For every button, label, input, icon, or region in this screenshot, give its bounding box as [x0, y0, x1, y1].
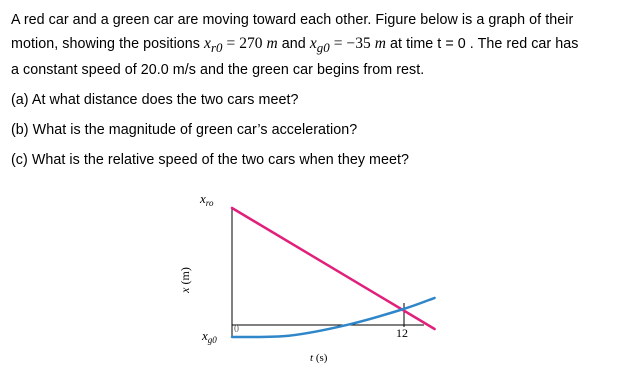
xr0-unit: m — [266, 35, 278, 52]
intro-and: and — [277, 36, 310, 52]
xr0-equation: = 270 — [222, 35, 267, 52]
intro-line-3: a constant speed of 20.0 m/s and the green car begins from rest. — [11, 62, 425, 79]
red-car-line — [232, 208, 435, 329]
problem-intro — [11, 9, 631, 82]
xr0-variable: $x_{r0}$ — [204, 35, 223, 56]
intro-line-2-end: at time t = 0 . The red car has — [386, 36, 579, 52]
xr0-axis-label: $x_{ro}$ — [200, 191, 214, 208]
x-axis-title: t (s) — [310, 352, 328, 364]
origin-tick-label: 0 — [234, 324, 239, 335]
intro-line-2-start: motion, showing the positions — [11, 36, 205, 52]
t12-tick-label: 12 — [396, 326, 408, 340]
xg0-equation: = −35 — [329, 35, 375, 52]
xg0-axis-label: $x_{g0}$ — [202, 328, 217, 345]
y-axis-title: x (m) — [178, 267, 192, 293]
question-a: (a) At what distance does the two cars meet? — [11, 92, 299, 108]
question-c: (c) What is the relative speed of the two cars when they meet? — [11, 152, 410, 168]
question-b: (b) What is the magnitude of green car’s acceleration? — [11, 122, 358, 138]
intro-line-1: A red car and a green car are moving toward each other. Figure below is a graph of their — [11, 12, 574, 28]
xg0-unit: m — [374, 35, 386, 52]
position-time-graph — [160, 185, 460, 375]
xg0-variable: $x_{g0}$ — [309, 35, 330, 56]
